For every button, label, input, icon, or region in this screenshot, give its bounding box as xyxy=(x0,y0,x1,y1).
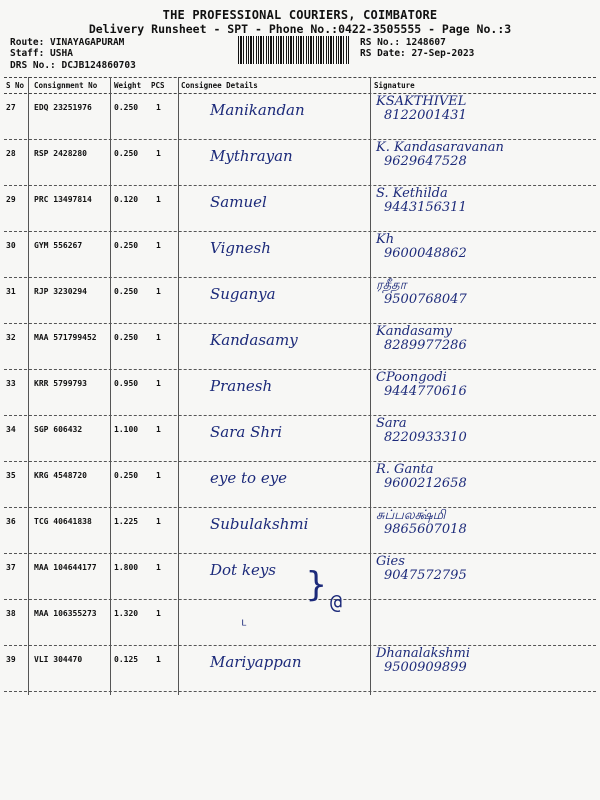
signature-phone: 9865607018 xyxy=(384,522,467,537)
signature-cell xyxy=(376,463,467,491)
pcs-cell: 1 xyxy=(156,379,161,388)
table-row xyxy=(4,507,596,554)
consignment-cell: VLI 304470 xyxy=(34,655,83,664)
sno-cell: 33 xyxy=(6,379,16,388)
signature-cell xyxy=(376,233,467,261)
pcs-cell: 1 xyxy=(156,103,161,112)
consignee-name: Mythrayan xyxy=(210,147,293,165)
signature-cell xyxy=(376,279,467,307)
sno-cell: 39 xyxy=(6,655,16,664)
signature-phone: 9443156311 xyxy=(384,200,467,215)
pcs-cell: 1 xyxy=(156,471,161,480)
signature-name: KSAKTHIVEL xyxy=(376,94,467,109)
table-header xyxy=(4,77,596,94)
signature-cell xyxy=(376,95,467,123)
weight-cell: 0.950 xyxy=(114,379,139,388)
pcs-cell: 1 xyxy=(156,195,161,204)
weight-cell: 0.250 xyxy=(114,241,139,250)
consignee-name: Pranesh xyxy=(210,377,273,395)
consignment-cell: SGP 606432 xyxy=(34,425,83,434)
signature-phone: 9600048862 xyxy=(384,246,467,261)
handwritten-scribble: @ xyxy=(330,590,343,614)
drs-number: DRS No.: DCJB124860703 xyxy=(10,60,136,71)
rs-number: RS No.: 1248607 xyxy=(360,37,446,48)
table-row xyxy=(4,415,596,462)
sno-cell: 38 xyxy=(6,609,16,618)
signature-phone: 8289977286 xyxy=(384,338,467,353)
sno-cell: 31 xyxy=(6,287,16,296)
signature-name: CPoongodi xyxy=(376,370,447,385)
sno-cell: 30 xyxy=(6,241,16,250)
pcs-cell: 1 xyxy=(156,241,161,250)
signature-cell xyxy=(376,647,470,675)
signature-cell xyxy=(376,141,504,169)
table-row xyxy=(4,553,596,605)
signature-phone: 9047572795 xyxy=(384,568,467,583)
signature-cell xyxy=(376,555,467,583)
sno-cell: 29 xyxy=(6,195,16,204)
col-consignee: Consignee Details xyxy=(181,81,258,90)
consignment-cell: KRR 5799793 xyxy=(34,379,87,388)
runsheet-subtitle: Delivery Runsheet - SPT - Phone No.:0422-3505555 - Page No.:3 xyxy=(88,22,512,36)
weight-cell: 1.800 xyxy=(114,563,139,572)
signature-phone: 9500909899 xyxy=(384,660,467,675)
weight-cell: 0.250 xyxy=(114,103,139,112)
sno-cell: 27 xyxy=(6,103,16,112)
signature-cell xyxy=(376,187,467,215)
consignee-name: Sara Shri xyxy=(210,423,283,441)
table-row xyxy=(4,139,596,186)
consignee-name: Samuel xyxy=(210,193,267,211)
signature-name: ரதீதா xyxy=(376,278,407,293)
pcs-cell: 1 xyxy=(156,563,161,572)
table-row xyxy=(4,369,596,416)
table-row xyxy=(4,277,596,324)
signature-name: Kandasamy xyxy=(376,324,453,339)
signature-name: Gies xyxy=(376,554,405,569)
signature-phone: 8220933310 xyxy=(384,430,467,445)
pcs-cell: 1 xyxy=(156,333,161,342)
consignment-cell: KRG 4548720 xyxy=(34,471,87,480)
consignee-name: Subulakshmi xyxy=(210,515,309,533)
consignee-name: Kandasamy xyxy=(210,331,298,349)
pcs-cell: 1 xyxy=(156,609,161,618)
sno-cell: 37 xyxy=(6,563,16,572)
rs-date: RS Date: 27-Sep-2023 xyxy=(360,48,475,59)
consignment-cell: MAA 104644177 xyxy=(34,563,97,572)
consignment-cell: TCG 40641838 xyxy=(34,517,92,526)
pcs-cell: 1 xyxy=(156,655,161,664)
signature-name: Dhanalakshmi xyxy=(376,646,470,661)
pcs-cell: 1 xyxy=(156,149,161,158)
col-pcs: PCS xyxy=(151,81,165,90)
staff-label: Staff: USHA xyxy=(10,48,73,59)
company-title: THE PROFESSIONAL COURIERS, COIMBATORE xyxy=(162,8,438,22)
signature-cell xyxy=(376,371,467,399)
signature-phone: 8122001431 xyxy=(384,108,467,123)
consignment-cell: MAA 571799452 xyxy=(34,333,97,342)
table-row xyxy=(4,93,596,140)
consignee-name: Dot keys xyxy=(210,561,276,579)
signature-name: சுப்பலக்ஷ்மி xyxy=(376,508,446,523)
sno-cell: 35 xyxy=(6,471,16,480)
signature-cell xyxy=(376,325,467,353)
pcs-cell: 1 xyxy=(156,425,161,434)
weight-cell: 0.250 xyxy=(114,149,139,158)
col-weight: Weight xyxy=(114,81,142,90)
weight-cell: 0.125 xyxy=(114,655,139,664)
consignee-name: Suganya xyxy=(210,285,276,303)
signature-phone: 9600212658 xyxy=(384,476,467,491)
signature-name: Kh xyxy=(376,232,395,247)
signature-name: R. Ganta xyxy=(376,462,434,477)
col-consignment: Consignment No xyxy=(34,81,98,90)
barcode xyxy=(238,36,350,64)
weight-cell: 1.100 xyxy=(114,425,139,434)
table-row xyxy=(4,645,596,692)
signature-name: K. Kandasaravanan xyxy=(376,140,504,155)
weight-cell: 0.120 xyxy=(114,195,139,204)
table-row xyxy=(4,323,596,370)
sno-cell: 32 xyxy=(6,333,16,342)
weight-cell: 0.250 xyxy=(114,287,139,296)
consignee-name: Mariyappan xyxy=(210,653,302,671)
handwritten-brace: } xyxy=(306,565,327,605)
consignment-cell: MAA 106355273 xyxy=(34,609,97,618)
consignee-name: Vignesh xyxy=(210,239,271,257)
signature-name: S. Kethilda xyxy=(376,186,448,201)
table-row xyxy=(4,461,596,508)
sno-cell: 36 xyxy=(6,517,16,526)
consignee-name: Manikandan xyxy=(210,101,305,119)
consignment-cell: EDQ 23251976 xyxy=(34,103,92,112)
route-label: Route: VINAYAGAPURAM xyxy=(10,37,125,48)
signature-name: Sara xyxy=(376,416,407,431)
signature-phone: 9444770616 xyxy=(384,384,467,399)
weight-cell: 0.250 xyxy=(114,333,139,342)
table-row xyxy=(4,231,596,278)
consignment-cell: PRC 13497814 xyxy=(34,195,92,204)
table-row xyxy=(4,599,596,646)
table-row xyxy=(4,185,596,232)
weight-cell: 1.320 xyxy=(114,609,139,618)
signature-cell xyxy=(376,417,467,445)
consignment-cell: RJP 3230294 xyxy=(34,287,87,296)
sno-cell: 34 xyxy=(6,425,16,434)
sno-cell: 28 xyxy=(6,149,16,158)
weight-cell: 1.225 xyxy=(114,517,139,526)
col-signature: Signature xyxy=(374,81,415,90)
pcs-cell: 1 xyxy=(156,517,161,526)
weight-cell: 0.250 xyxy=(114,471,139,480)
col-sno: S No xyxy=(6,81,25,90)
consignment-cell: GYM 556267 xyxy=(34,241,83,250)
handwritten-tick: ᴸ xyxy=(240,618,249,634)
consignee-name: eye to eye xyxy=(210,469,288,487)
pcs-cell: 1 xyxy=(156,287,161,296)
signature-cell xyxy=(376,509,467,537)
signature-phone: 9500768047 xyxy=(384,292,467,307)
consignment-cell: RSP 2428280 xyxy=(34,149,87,158)
signature-phone: 9629647528 xyxy=(384,154,467,169)
